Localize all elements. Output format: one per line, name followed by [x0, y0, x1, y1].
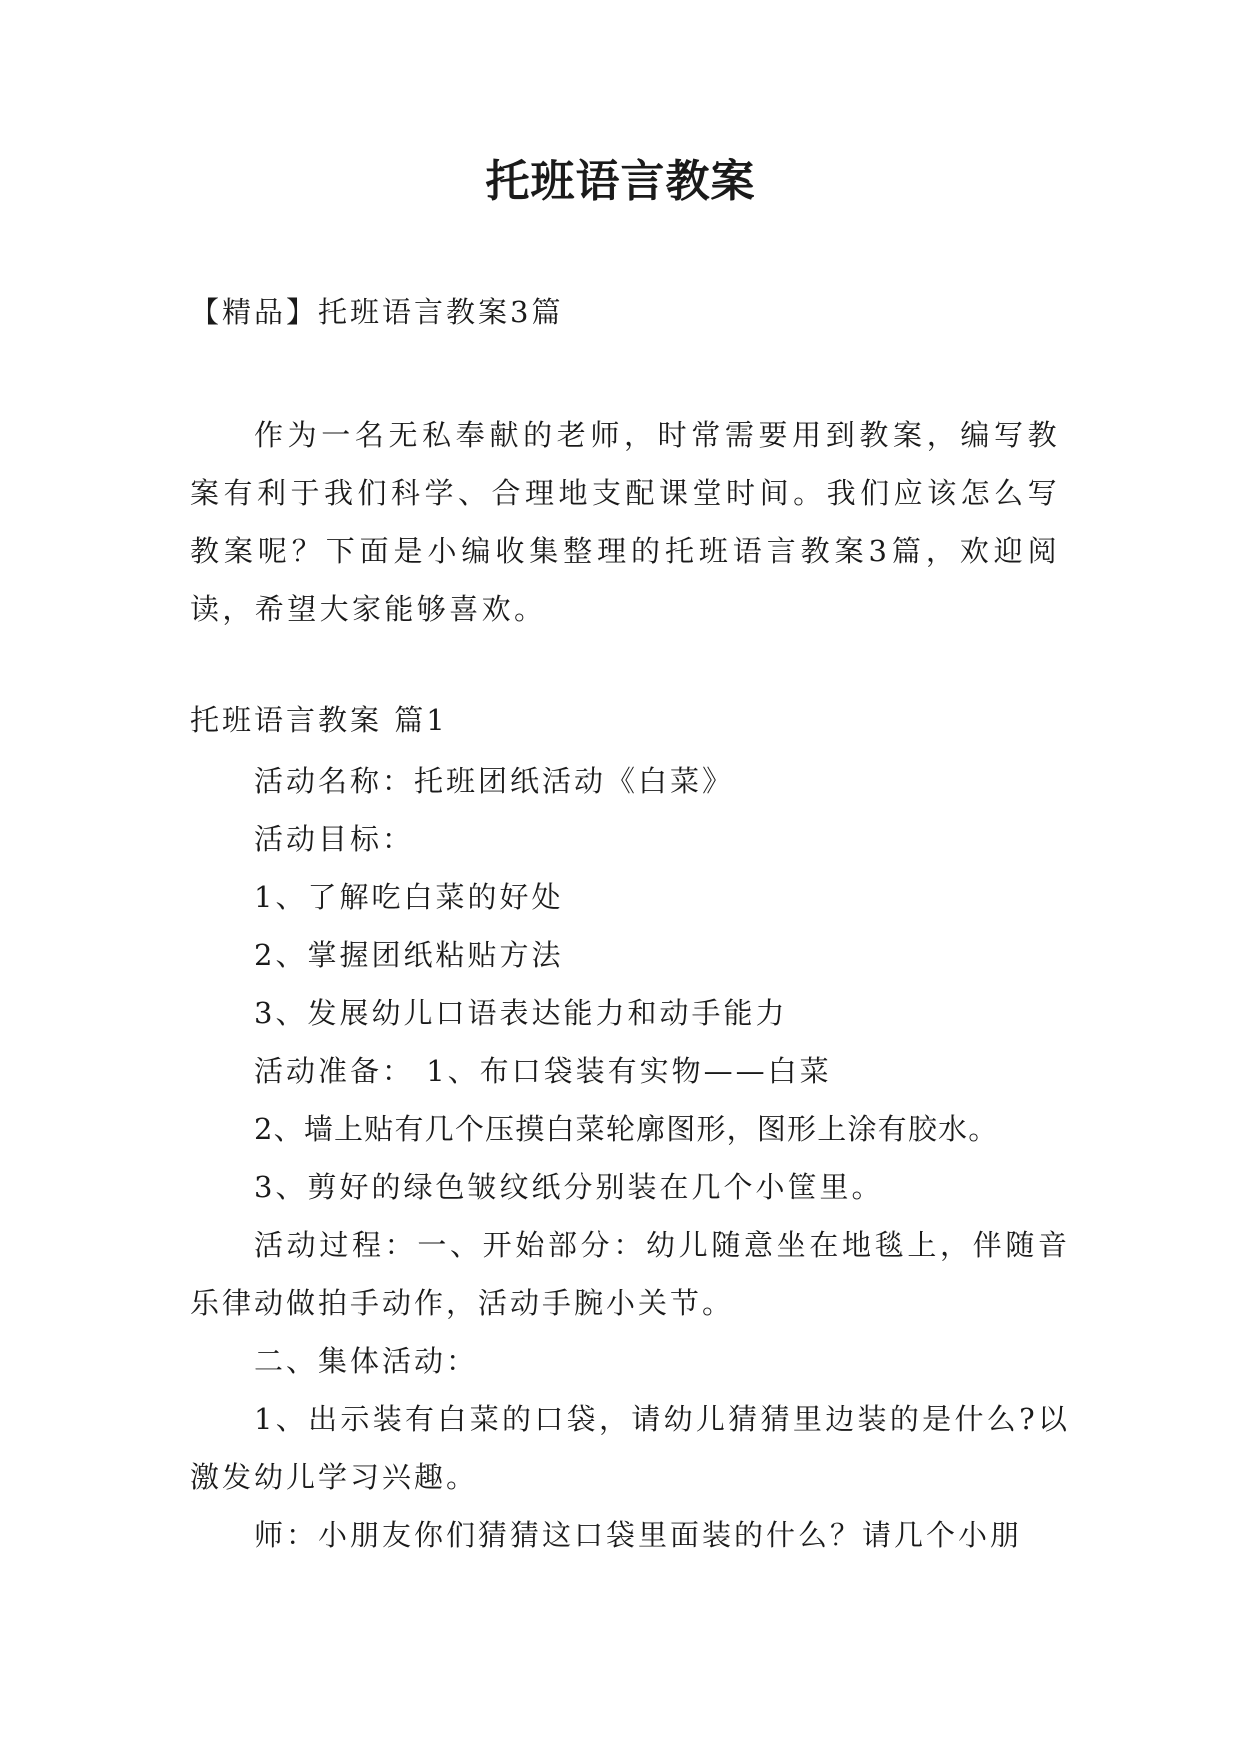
paragraph-process-start: 活动过程：一、开始部分：幼儿随意坐在地毯上，伴随音乐律动做拍手动作，活动手腕小关节。 — [190, 1228, 1070, 1320]
section-heading: 托班语言教案 篇1 — [190, 703, 448, 737]
paragraph-teacher-question: 师：小朋友你们猜猜这口袋里面装的什么？请几个小朋 — [254, 1518, 1023, 1552]
section-body — [190, 752, 1070, 1564]
document-title: 托班语言教案 — [485, 156, 756, 207]
paragraph-show-bag: 1、出示装有白菜的口袋，请幼儿猜猜里边装的是什么?以激发幼儿学习兴趣。 — [190, 1402, 1070, 1494]
paragraph-goal-2: 2、掌握团纸粘贴方法 — [254, 938, 564, 972]
paragraph-preparation-3: 3、剪好的绿色皱纹纸分别装在几个小筐里。 — [254, 1170, 884, 1204]
paragraph-preparation-2: 2、墙上贴有几个压摸白菜轮廓图形，图形上涂有胶水。 — [254, 1112, 999, 1146]
paragraph-group-activity: 二、集体活动： — [254, 1344, 479, 1378]
paragraph-preparation-1: 活动准备： 1、布口袋装有实物——白菜 — [254, 1054, 832, 1088]
intro-paragraph: 作为一名无私奉献的老师，时常需要用到教案，编写教案有利于我们科学、合理地支配课堂时间。我们应该怎么写教案呢？下面是小编收集整理的托班语言教案3篇，欢迎阅读，希望大家能够喜欢。 — [190, 418, 1060, 626]
paragraph-activity-name: 活动名称：托班团纸活动《白菜》 — [254, 764, 735, 798]
paragraph-goal-3: 3、发展幼儿口语表达能力和动手能力 — [254, 996, 788, 1030]
paragraph-activity-goals: 活动目标： — [254, 822, 415, 856]
document-subtitle: 【精品】托班语言教案3篇 — [190, 295, 564, 329]
paragraph-goal-1: 1、了解吃白菜的好处 — [254, 880, 564, 914]
